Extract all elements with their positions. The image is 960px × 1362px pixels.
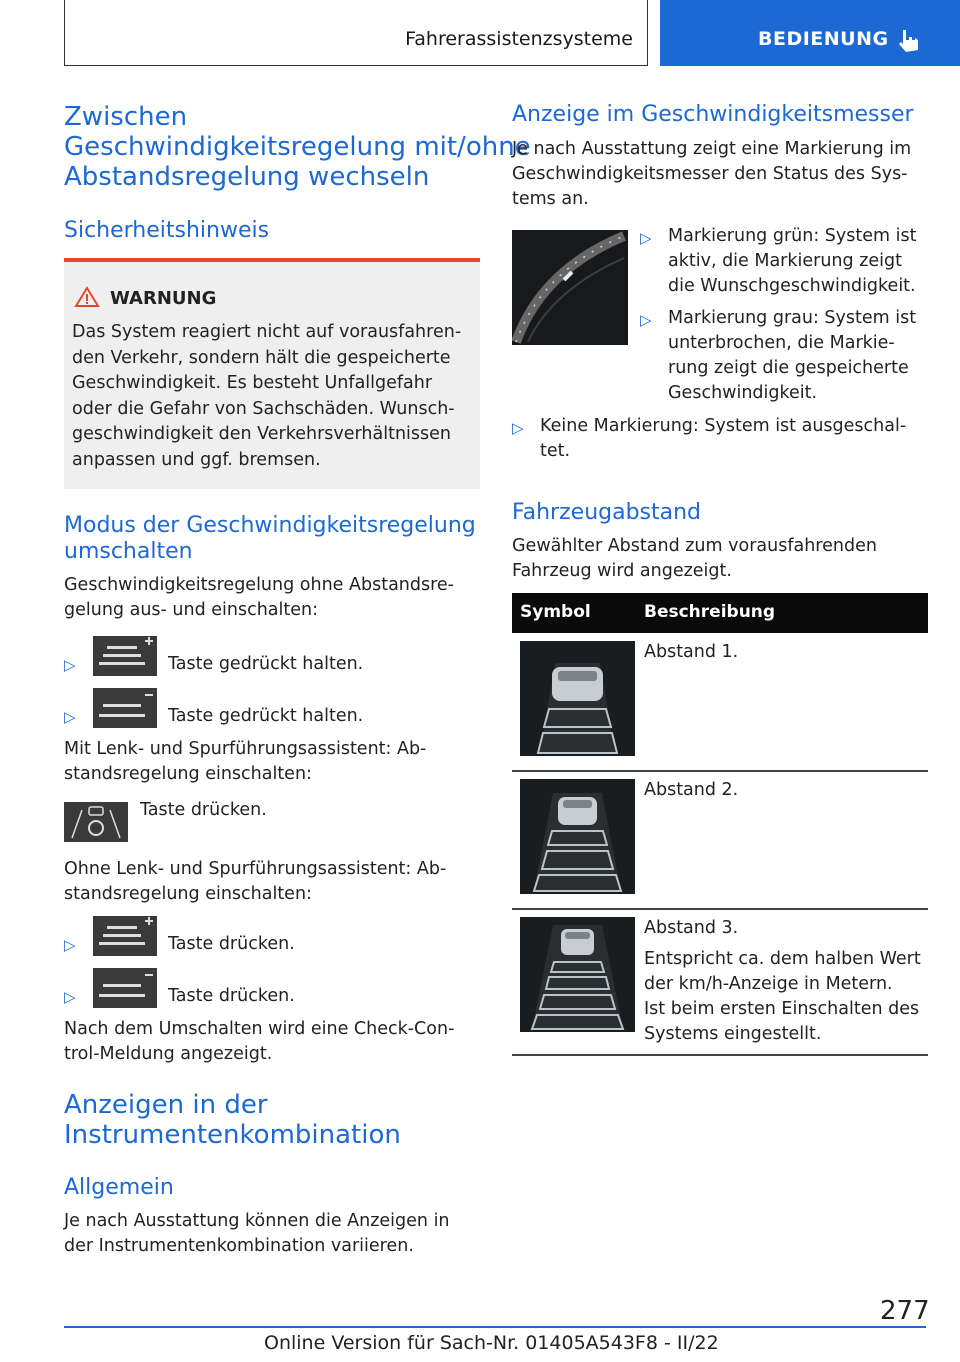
safety-heading: Sicherheitshinweis xyxy=(64,218,270,243)
distance-2-icon xyxy=(520,779,635,894)
text-line: Geschwindigkeitsmesser den Status des Sys- xyxy=(512,164,908,184)
modus-heading-line: Modus der Geschwindigkeitsregelung xyxy=(64,513,476,538)
section-title xyxy=(64,102,531,192)
ohne-text xyxy=(64,857,446,907)
allgemein-text xyxy=(64,1209,450,1259)
anzeigen-heading xyxy=(64,1090,401,1150)
speed-limiter-distance-minus-button-icon xyxy=(93,688,157,728)
bullet-triangle-icon: ▷ xyxy=(64,656,76,674)
distance-3-text: Abstand 3. xyxy=(644,918,739,938)
text-line: Ist beim ersten Einschalten des xyxy=(644,999,920,1019)
text-line: Keine Markierung: System ist ausgeschal- xyxy=(540,416,907,436)
col-symbol-header: Symbol xyxy=(520,602,591,622)
speed-limiter-distance-minus-button-icon xyxy=(93,968,157,1008)
header-chapter-title: BEDIENUNG xyxy=(758,28,889,50)
text-line: Ohne Lenk- und Spurführungsassistent: Ab- xyxy=(64,859,447,879)
text-line: aktiv, die Markierung zeigt xyxy=(668,251,902,271)
green-marker-text xyxy=(668,224,916,299)
text-line: Gewählter Abstand zum vorausfahrenden xyxy=(512,536,877,556)
heading-line: Instrumentenkombination xyxy=(64,1120,401,1150)
modus-heading xyxy=(64,513,476,565)
section-title-line: Abstandsregelung wechseln xyxy=(64,162,430,192)
distance-3-note xyxy=(644,947,921,1047)
text-line: der Instrumentenkombination variieren. xyxy=(64,1236,414,1256)
steering-assist-button-icon xyxy=(64,802,128,842)
text-line: der km/h-Anzeige in Metern. xyxy=(644,974,893,994)
speed-limiter-distance-plus-button-icon xyxy=(93,636,157,676)
text-line: Markierung grau: System ist xyxy=(668,308,917,328)
step3-text: Taste drücken. xyxy=(168,934,295,954)
warning-line: anpassen und ggf. bremsen. xyxy=(72,449,321,470)
text-line: Nach dem Umschalten wird eine Check-Con- xyxy=(64,1019,455,1039)
distance-2-text: Abstand 2. xyxy=(644,780,739,800)
header-section-title: Fahrerassistenzsysteme xyxy=(405,28,633,50)
speedometer-image xyxy=(512,230,628,345)
distance-3-icon xyxy=(520,917,635,1032)
warning-label: WARNUNG xyxy=(110,288,217,309)
text-line: Geschwindigkeit. xyxy=(668,383,818,403)
press-text: Taste drücken. xyxy=(140,800,267,820)
warning-line: geschwindigkeit den Verkehrsverhältnissen xyxy=(72,424,451,444)
warning-box xyxy=(64,258,480,489)
speed-limiter-distance-plus-button-icon xyxy=(93,916,157,956)
distance-table-header xyxy=(512,593,928,633)
abstand-heading: Fahrzeugabstand xyxy=(512,500,702,525)
section-title-line: Geschwindigkeitsregelung mit/ohne xyxy=(64,132,531,162)
step1-text: Taste gedrückt halten. xyxy=(168,654,364,674)
text-line: standsregelung einschalten: xyxy=(64,764,312,784)
text-line: Markierung grün: System ist xyxy=(668,226,917,246)
text-line: die Wunschgeschwindigkeit. xyxy=(668,276,916,296)
header-section-box xyxy=(64,0,648,66)
modus-intro xyxy=(64,573,454,623)
tacho-heading: Anzeige im Geschwindigkeitsmesser xyxy=(512,102,914,127)
bullet-triangle-icon: ▷ xyxy=(64,936,76,954)
step4-text: Taste drücken. xyxy=(168,986,295,1006)
text-line: tet. xyxy=(540,441,571,461)
bullet-triangle-icon: ▷ xyxy=(64,708,76,726)
text-line: Geschwindigkeitsregelung ohne Abstandsre- xyxy=(64,575,454,595)
text-line: Je nach Ausstattung können die Anzeigen in xyxy=(64,1211,450,1231)
distance-1-text: Abstand 1. xyxy=(644,642,739,662)
page-number: 277 xyxy=(880,1296,930,1326)
footer-online-version: Online Version für Sach-Nr. 01405A543F8 - II/22 xyxy=(264,1332,719,1354)
text-line: Entspricht ca. dem halben Wert xyxy=(644,949,921,969)
text-line: tems an. xyxy=(512,189,589,209)
text-line: Je nach Ausstattung zeigt eine Markierung im xyxy=(512,139,912,159)
bullet-triangle-icon: ▷ xyxy=(640,229,652,247)
tacho-intro xyxy=(512,137,911,212)
text-line: trol-Meldung angezeigt. xyxy=(64,1044,273,1064)
col-description-header: Beschreibung xyxy=(644,602,776,622)
footer-rule xyxy=(64,1326,926,1328)
heading-line: Anzeigen in der xyxy=(64,1090,268,1120)
bullet-triangle-icon: ▷ xyxy=(512,419,524,437)
text-line: gelung aus- und einschalten: xyxy=(64,600,319,620)
text-line: Fahrzeug wird angezeigt. xyxy=(512,561,732,581)
grey-marker-text xyxy=(668,306,916,406)
warning-line: oder die Gefahr von Sachschäden. Wunsch- xyxy=(72,398,455,419)
text-line: Systems eingestellt. xyxy=(644,1024,822,1044)
warning-triangle-icon xyxy=(74,286,100,308)
bullet-triangle-icon: ▷ xyxy=(64,988,76,1006)
table-row-divider xyxy=(512,1054,928,1056)
step2-text: Taste gedrückt halten. xyxy=(168,706,364,726)
check-text xyxy=(64,1017,454,1067)
text-line: Mit Lenk- und Spurführungsassistent: Ab- xyxy=(64,739,427,759)
warning-text xyxy=(72,320,472,473)
warning-line: Das System reagiert nicht auf vorausfahren- xyxy=(72,322,462,342)
hand-pointer-icon xyxy=(896,28,920,54)
text-line: standsregelung einschalten: xyxy=(64,884,312,904)
warning-line: Geschwindigkeit. Es besteht Unfallgefahr xyxy=(72,373,433,393)
text-line: rung zeigt die gespeicherte xyxy=(668,358,909,378)
allgemein-heading: Allgemein xyxy=(64,1175,174,1200)
text-line: unterbrochen, die Markie- xyxy=(668,333,895,353)
warning-line: den Verkehr, sondern hält die gespeicherte xyxy=(72,347,451,368)
table-row-divider xyxy=(512,770,928,772)
modus-heading-line: umschalten xyxy=(64,539,193,564)
distance-1-icon xyxy=(520,641,635,756)
lenk-text xyxy=(64,737,426,787)
bullet-triangle-icon: ▷ xyxy=(640,311,652,329)
section-title-line: Zwischen xyxy=(64,102,188,132)
no-marker-text xyxy=(540,414,906,464)
table-row-divider xyxy=(512,908,928,910)
abstand-intro xyxy=(512,534,877,584)
